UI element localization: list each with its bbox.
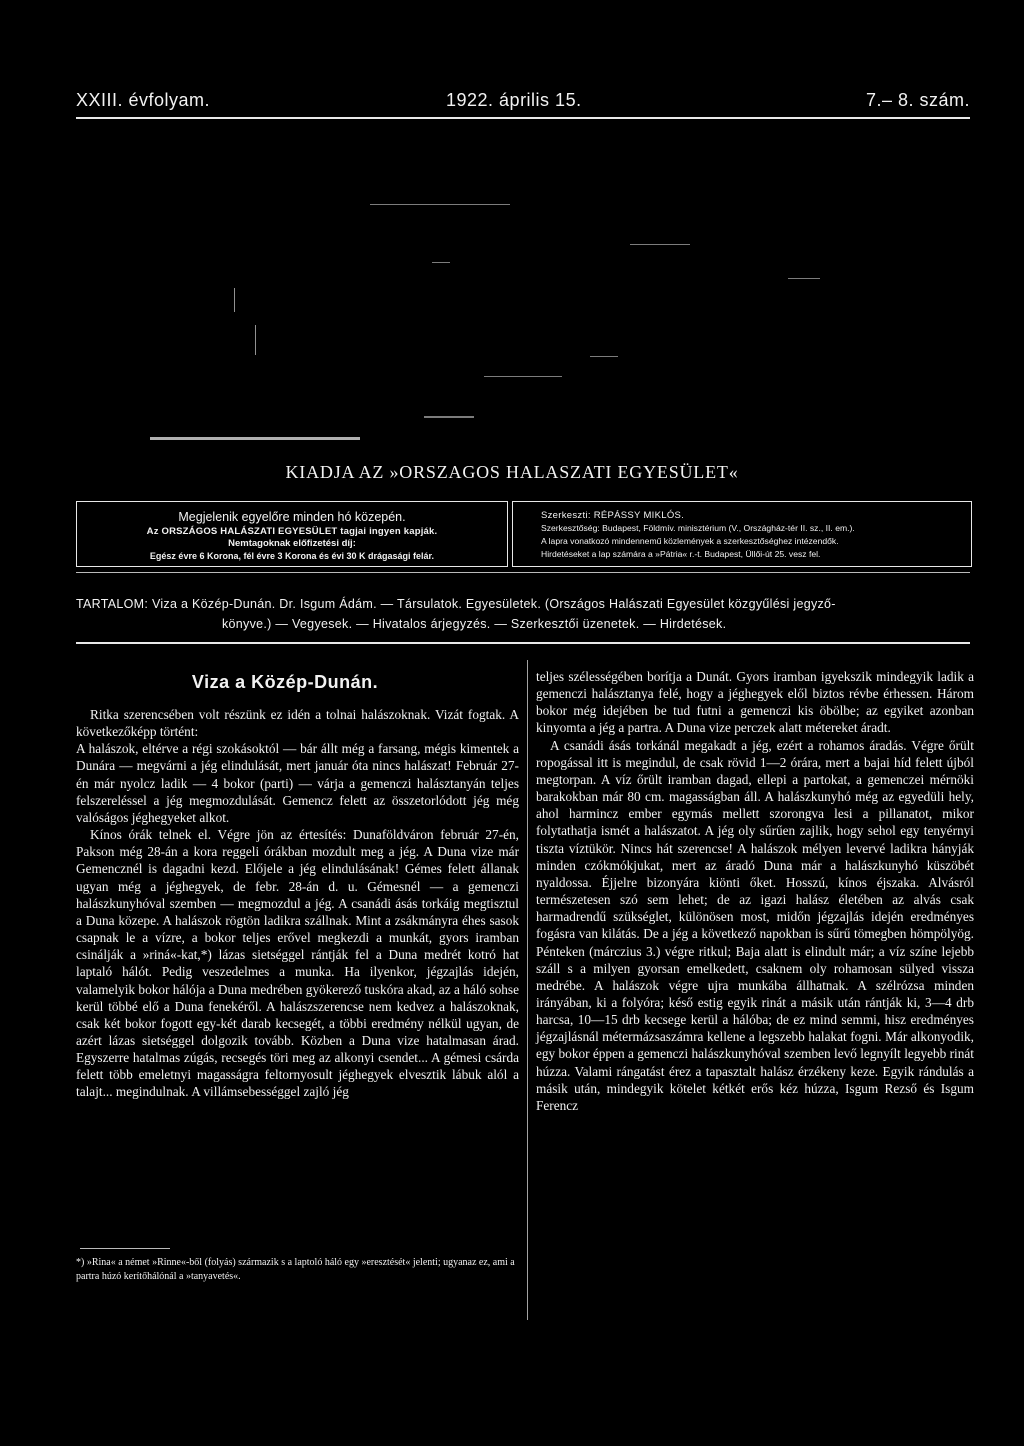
publication-schedule: Megjelenik egyelőre minden hó közepén. [178, 510, 406, 524]
article-paragraph: A csanádi ásás torkánál megakadt a jég, ezért a rohamos áradás. Végre őrült ropogással itt is megindul, de csak rövid 1—2 órára, mert a bajai híd felett újból megtorpan. A víz őrült iramban dagad, ellepi a partokat, a gemenczei mérnöki barakokban már 80 cm. magasságban áll. A halászkunyhó még az egyedüli hely, ahol harmincz ember egymás mellett szorongva lesi a pillanatot, mikor folytathatja ismét a halászatot. A jég oly sűrűen zajlik, hogy sehol egy tenyérnyi tiszta víztükör. Nincs hát szerencse! A halászok mélyen levervé ladikra hányják minden czókmókjukat, mert az áradó Duna már a halászkunyhó küszöbét nyaldossa. Éjjelre bizonyára kiönti őket. Hosszú, kínos éjszaka. Alvásról természetesen szó sem lehet; de az igazi halász életében az alvás csak harmadrendű szükséglet, különösen most, midőn jégzajlás idején eredményes fogásra van kilátás. De a jég a következő napokban is sűrű tömegben hömpölyög. Pénteken (márczius 3.) végre ritkul; Baja alatt is elindult már; a víz színe lejebb száll s a milyen gyorsan emelkedett, csaknem oly rohamosan sülyed vissza medrébe. A halászok végre ujra munkába állhatnak. A szélrózsa minden irányában, ki a folyóra; késő estig egyik rinát a másik után rántják ki, 3—4 drb harcsa, 10—15 drb kecsege kerül a hálóba; de ez mind semmi, hisz eredményes jégzajlásnál métermázsaszámra kellene a legszebb halakat fogni. Már alkonyodik, egy bokor éppen a gemenczi halászkunyhóval szemben levő legnyílt legyebb rinát húzza. Valami rángatást érez a tapasztalt halász érzékeny keze. Egyik rándulás a másik után, mindegyik kötelet kétkét erős kéz húzza, Isgum Rezső és Isgum Ferencz [536, 737, 974, 1113]
masthead [76, 90, 970, 114]
issue-date: 1922. április 15. [446, 90, 582, 110]
toc-rule [76, 642, 970, 644]
article-paragraph: Kínos órák telnek el. Végre jön az értesítés: Dunaföldváron február 27-én, Pakson még 28-án a kora reggeli órákban mozdult meg a jég. A Duna vize már Gemencznél is dagadni kezd. Előjele a jég elindulásának! Gémes felett állanak ugyan még a jéghegyek, de febr. 28-án d. u. Gémesnél — a gemenczi halászkunyhóval szemben — megmozdul a jég. A csanádi ásás torkáig megtisztul a Duna közepe. A halászok rögtön ladikra szállnak. Mint a zsákmányra éhes sasok csapnak le a vízre, a bokor teljes erővel megkezdi a munkát, gyors iramban csinálják a »riná«-kat,*) lázas sietséggel rántják fel a Duna medrét kotró hat laptaló hálót. Pedig veszedelmes a munka. Ha ilyenkor, jégzajlás idején, valamelyik bokor hálója a Duna medrében gyökerező tuskóra akad, az a háló sohse kerül többé elő a Duna fenekéről. A halászszerencse nem kedvez a halászoknak, csak két bokor fogott egy-két darab kecsegét, a többi eredmény nélkül ugyan, de azért lázas sietséggel dolgozik tovább. Közben a Duna vize hatalmasan árad. Egyszerre hatalmas zúgás, recsegés töri meg az alkonyi csendet... A gémesi csárda felett több emeletnyi magasságra feltornyosult jéghegyek elvesztik lábuk alól a talajt... megindulnak. A villámsebességgel zajló jég [76, 827, 519, 1100]
editorial-info-box [512, 501, 972, 567]
members-note: Az ORSZÁGOS HALÁSZATI EGYESÜLET tagjai ingyen kapják. [146, 526, 438, 537]
editorial-office: Szerkesztőség: Budapest, Földmív. minisztérium (V., Országház-tér II. sz., II. em.). [541, 523, 855, 533]
toc-line-1: Viza a Közép-Dunán. Dr. Isgum Ádám. — Társulatok. Egyesületek. (Országos Halászati Egyesület közgyűlési jegyző- [151, 597, 836, 611]
subscription-label: Nemtagoknak előfizetési díj: [228, 538, 356, 549]
footnote: *) »Rina« a német »Rinne«-ből (folyás) származik s a laptoló háló egy »eresztését« jelenti; ugyanaz ez, ami a partra húzó kerítőhálónál a »tanyavetés«. [76, 1257, 515, 1282]
article-paragraph: A halászok, eltérve a régi szokásoktól — bár állt még a farsang, mégis kimentek a Dunára — megvárni a jég elindulását, mert január óta nincs halászat! Február 27-én már nyolcz ladik — 4 bokor (parti) — várja a gemenczi halásztanyán teljes felszereléssel a jég megmozdulását. Gemencz felett az összetorlódott jég még valóságos jéghegyeket alkot. [76, 741, 519, 825]
footnote-rule [80, 1248, 170, 1249]
article-paragraph: Ritka szerencsében volt részünk ez idén a tolnai halászoknak. Vizát fogtak. A következőképp történt: [76, 707, 519, 740]
editor-name: Szerkeszti: RÉPÁSSY MIKLÓS. [541, 510, 685, 521]
article-title: Viza a Közép-Dunán. [191, 672, 379, 692]
issue-number: 7.– 8. szám. [865, 90, 970, 110]
toc-label: TARTALOM: [76, 597, 149, 611]
column-divider [527, 660, 528, 1320]
article-paragraph: teljes szélességében borítja a Dunát. Gyors iramban igyekszik mindegyik ladik a gemenczi halásztanya felé, hogy a jéghegyek elől biztos révbe érhessen. Három bokor még idejében be tud futni a gemenczi kis öbölbe; az egyiket azonban kinyomta a jég a partra. A Duna vize perczek alatt métereket áradt. [536, 669, 974, 736]
article-right-column [536, 668, 974, 1114]
masthead-rule [76, 117, 970, 119]
toc-line-2: könyve.) — Vegyesek. — Hivatalos árjegyzés. — Szerkesztői üzenetek. — Hirdetések. [222, 617, 727, 631]
table-of-contents [76, 594, 970, 634]
correspondence-notice: A lapra vonatkozó mindennemű közlemények a szerkesztőséghez intézendők. [541, 536, 839, 546]
subscription-prices: Egész évre 6 Korona, fél évre 3 Korona és évi 30 K drágasági felár. [149, 551, 435, 561]
advertising-notice: Hirdetéseket a lap számára a »Pátria« r.-t. Budapest, Üllői-út 25. vesz fel. [541, 549, 821, 559]
info-rule [76, 572, 970, 573]
volume-label: XXIII. évfolyam. [76, 90, 211, 110]
article-left-column [76, 706, 519, 1101]
subscription-info-box [76, 501, 508, 567]
publisher-line: KIADJA AZ »ORSZAGOS HALASZATI EGYESÜLET« [285, 462, 739, 482]
